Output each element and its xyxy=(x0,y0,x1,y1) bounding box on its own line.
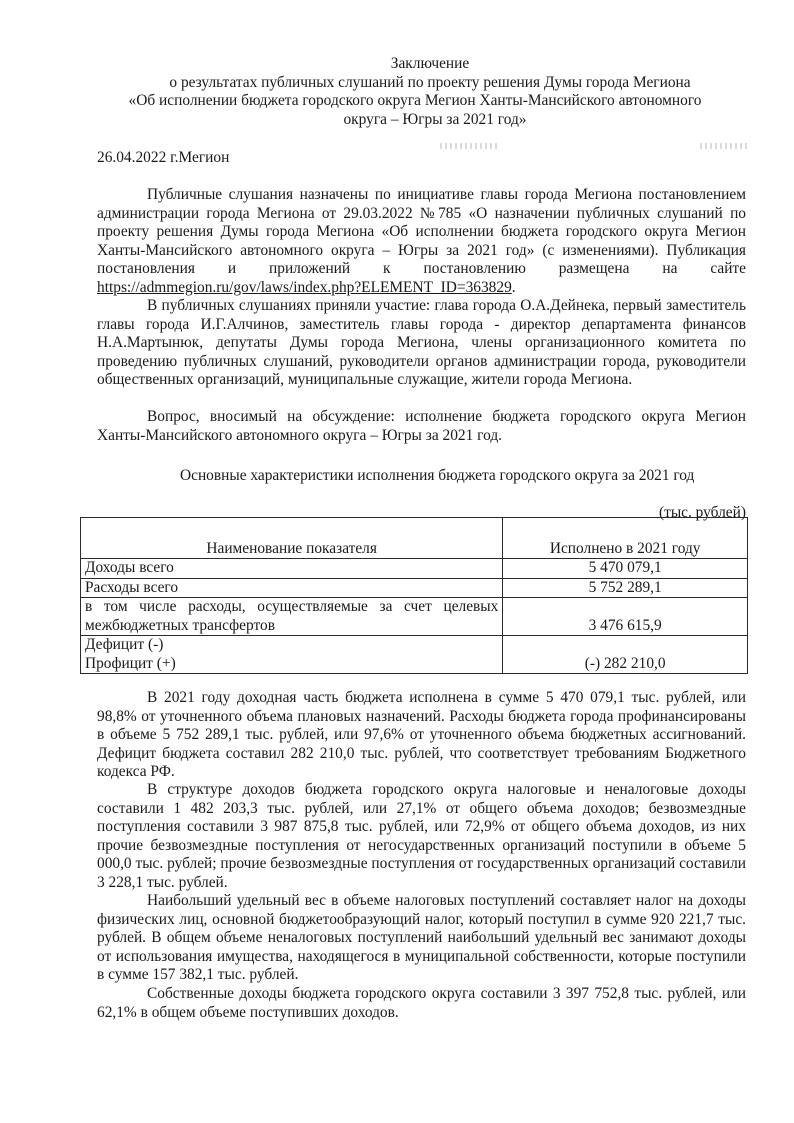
paragraph-text: В структуре доходов бюджета городского округа налоговые и неналоговые доходы составили 1 482 203,3 тыс. рублей, или 27,1% от общего объема доходов; безвозмездные поступления составили 3 987 875,8 тыс. рублей, или 72,9% от общего объема доходов, из них прочие безвозмездные поступления от негосударственных организаций поступили в объеме 5 000,0 тыс. рублей; прочие безвозмездные поступления от государственных организаций составили 3 228,1 тыс. рублей. xyxy=(97,781,746,891)
row-label: в том числе расходы, осуществляемые за счет целевых межбюджетных трансфертов xyxy=(81,598,503,636)
deficit-label: Дефицит (-) xyxy=(85,636,164,653)
row-value: 5 470 079,1 xyxy=(503,559,748,579)
column-header-executed: Исполнено в 2021 году xyxy=(503,518,748,559)
table-header-row xyxy=(81,518,748,559)
row-value: 5 752 289,1 xyxy=(503,578,748,598)
paragraph-own-revenue xyxy=(97,985,746,1022)
subtitle-line-1: о результатах публичных слушаний по проекту решения Думы города Мегиона xyxy=(169,73,691,91)
document-title: Заключение xyxy=(390,55,470,72)
paragraph-text: Публичные слушания назначены по инициативе главы города Мегиона постановлением администрации города Мегиона от 29.03.2022 №785 «О назначении публичных слушаний по проекту решения Думы города Мегиона «Об исполнении бюджета городского округа Мегион Ханты-Мансийского автономного округа – Югры за 2021 год» (с изменениями). Публикация постановления и приложений к постановлению размещена на сайте xyxy=(97,186,746,277)
table-row xyxy=(81,598,748,636)
paragraph-text: Собственные доходы бюджета городского округа составили 3 397 752,8 тыс. рублей, или 62,1% в общем объеме поступивших доходов. xyxy=(97,985,746,1021)
table-caption: Основные характеристики исполнения бюджета городского округа за 2021 год xyxy=(180,467,695,484)
paragraph-revenue-structure xyxy=(97,781,746,892)
scan-artifact xyxy=(440,143,500,149)
scan-artifact xyxy=(700,143,750,149)
table-row xyxy=(81,636,748,674)
paragraph-question xyxy=(97,408,746,445)
budget-table xyxy=(80,517,748,674)
paragraph-tax-share xyxy=(97,892,746,985)
row-label: Расходы всего xyxy=(81,578,503,598)
row-value: 3 476 615,9 xyxy=(503,598,748,636)
paragraph-text: В 2021 году доходная часть бюджета исполнена в сумме 5 470 079,1 тыс. рублей, или 98,8% от уточненного объема плановых назначений. Расходы бюджета города профинансированы в объеме 5 752 289,1 тыс. рублей, или 97,6% от уточненного объема бюджетных ассигнований. Дефицит бюджета составил 282 210,0 тыс. рублей, что соответствует требованиям Бюджетного кодекса РФ. xyxy=(97,689,746,780)
document-heading xyxy=(90,55,740,129)
row-label: Доходы всего xyxy=(81,559,503,579)
paragraph-execution-summary xyxy=(97,689,746,782)
table-units: (тыс. рублей) xyxy=(658,504,746,521)
paragraph-text: Наибольший удельный вес в объеме налоговых поступлений составляет налог на доходы физических лиц, основной бюджетообразующий налог, который поступил в сумме 920 221,7 тыс. рублей. В общем объеме неналоговых поступлений наибольший удельный вес занимают доходы от использования имущества, находящегося в муниципальной собственности, которые поступили в сумме 157 382,1 тыс. рублей. xyxy=(97,892,746,983)
paragraph-hearing-basis: Публичные слушания назначены по инициативе главы города Мегиона постановлением администрации города Мегиона от 29.03.2022 №785 «О назначении публичных слушаний по проекту решения Думы города Мегиона «Об исполнении бюджета городского округа Мегион Ханты-Мансийского автономного округа – Югры за 2021 год» (с изменениями). Публикация постановления и приложений к постановлению размещена на сайте https://admmegion.ru/gov/laws/index.php?ELEMENT_ID=363829. xyxy=(97,186,746,296)
paragraph-text: В публичных слушаниях приняли участие: глава города О.А.Дейнека, первый заместитель главы города И.Г.Алчинов, заместитель главы города - директор департамента финансов Н.А.Мартынюк, депутаты Думы города Мегиона, члены организационного комитета по проведению публичных слушаний, руководители органов администрации города, руководители общественных организаций, муниципальные служащие, жители города Мегиона. xyxy=(97,297,746,388)
table-row xyxy=(81,559,748,579)
column-header-indicator: Наименование показателя xyxy=(81,518,503,559)
surplus-label: Профицит (+) xyxy=(85,654,176,672)
publication-link[interactable]: https://admmegion.ru/gov/laws/index.php?ELEMENT_ID=363829 xyxy=(97,278,512,296)
row-value: (-) 282 210,0 xyxy=(503,636,748,674)
subtitle-line-3: округа – Югры за 2021 год» xyxy=(343,110,527,128)
date-place: 26.04.2022 г.Мегион xyxy=(97,149,230,166)
paragraph-participants xyxy=(97,297,746,390)
row-label xyxy=(81,636,503,674)
table-row xyxy=(81,578,748,598)
paragraph-text: Вопрос, вносимый на обсуждение: исполнение бюджета городского округа Мегион Ханты-Мансийского автономного округа – Югры за 2021 год. xyxy=(97,408,746,444)
subtitle-line-2: «Об исполнении бюджета городского округа Мегион Ханты-Мансийского автономного xyxy=(128,92,702,109)
